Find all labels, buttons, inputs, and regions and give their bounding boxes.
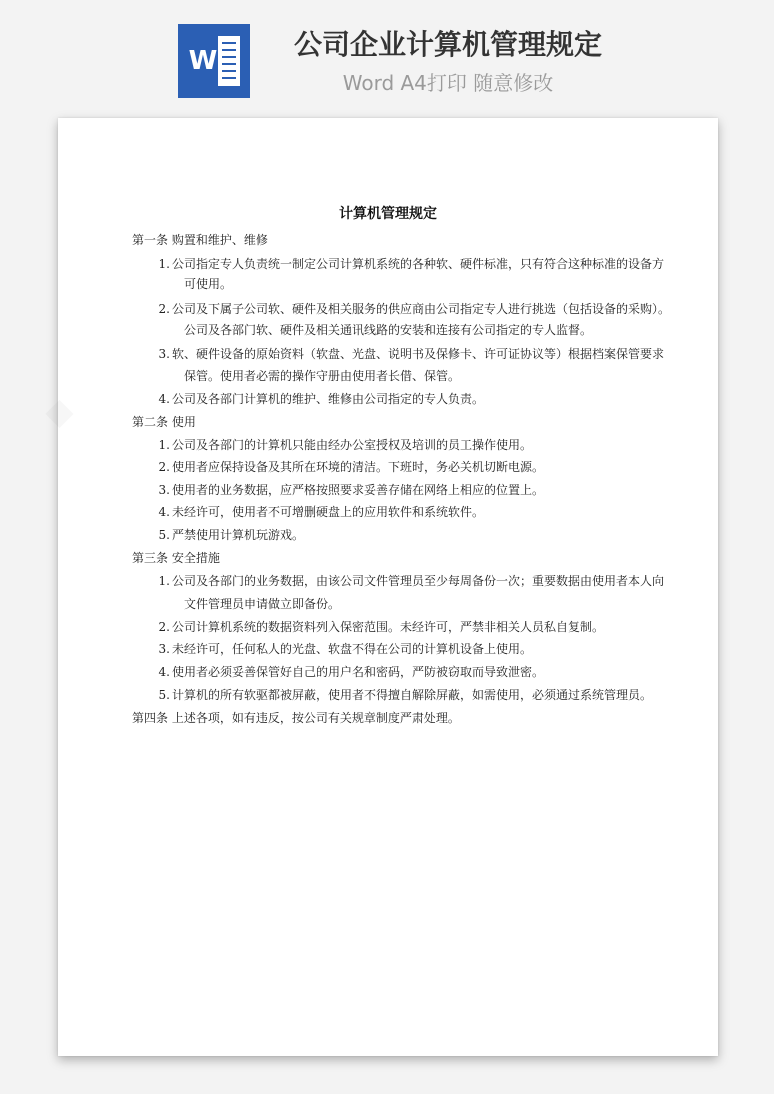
article-2-item-4-text: 未经许可，使用者不可增删硬盘上的应用软件和系统软件。 xyxy=(172,505,485,519)
word-icon xyxy=(178,24,250,98)
article-3-item-3-number: 3. xyxy=(158,642,170,656)
word-icon-letter: W xyxy=(188,46,218,76)
article-1-item-1-text-cont: 可使用。 xyxy=(184,277,233,291)
article-1-item-3-text-cont: 保管。使用者必需的操作守册由使用者长借、保管。 xyxy=(184,369,461,383)
article-3-item-4-text: 使用者必须妥善保管好自己的用户名和密码，严防被窃取而导致泄密。 xyxy=(172,665,545,679)
article-3-item-1-number: 1. xyxy=(158,574,170,588)
article-1-item-1-text: 公司指定专人负责统一制定公司计算机系统的各种软、硬件标准，只有符合这种标准的设备方 xyxy=(172,257,665,271)
article-2-item-2-text: 使用者应保持设备及其所在环境的清洁。下班时，务必关机切断电源。 xyxy=(172,460,545,474)
article-3-heading: 第三条 安全措施 xyxy=(132,551,220,565)
article-2-item-4-number: 4. xyxy=(158,505,170,519)
article-1-heading: 第一条 购置和维护、维修 xyxy=(132,233,268,247)
document-title: 计算机管理规定 xyxy=(339,206,437,222)
article-3-item-5-number: 5. xyxy=(158,688,170,702)
article-1-item-3-text: 软、硬件设备的原始资料（软盘、光盘、说明书及保修卡、许可证协议等）根据档案保管要求 xyxy=(172,347,665,361)
article-2-item-3-text: 使用者的业务数据，应严格按照要求妥善存储在网络上相应的位置上。 xyxy=(172,483,545,497)
banner xyxy=(0,0,774,112)
article-2-item-5-number: 5. xyxy=(158,528,170,542)
article-4-heading: 第四条 上述各项，如有违反，按公司有关规章制度严肃处理。 xyxy=(132,711,460,725)
article-1-item-4-text: 公司及各部门计算机的维护、维修由公司指定的专人负责。 xyxy=(172,392,485,406)
article-2-item-5-text: 严禁使用计算机玩游戏。 xyxy=(172,528,305,542)
article-1-item-4-number: 4. xyxy=(158,392,170,406)
word-icon-sheet xyxy=(218,36,240,86)
article-2-item-1-text: 公司及各部门的计算机只能由经办公室授权及培训的员工操作使用。 xyxy=(172,438,533,452)
article-3-item-1-text-cont: 文件管理员申请做立即备份。 xyxy=(184,597,341,611)
article-3-item-5-text: 计算机的所有软驱都被屏蔽，使用者不得擅自解除屏蔽，如需使用，必须通过系统管理员。 xyxy=(172,688,653,702)
article-1-item-2-text: 公司及下属子公司软、硬件及相关服务的供应商由公司指定专人进行挑选（包括设备的采购）。 xyxy=(172,302,671,316)
article-2-item-1-number: 1. xyxy=(158,438,170,452)
article-1-item-3-number: 3. xyxy=(158,347,170,361)
article-1-item-2-text-cont: 公司及各部门软、硬件及相关通讯线路的安装和连接有公司指定的专人监督。 xyxy=(184,323,593,337)
article-3-item-3-text: 未经许可，任何私人的光盘、软盘不得在公司的计算机设备上使用。 xyxy=(172,642,533,656)
article-3-item-2-number: 2. xyxy=(158,620,170,634)
article-2-heading: 第二条 使用 xyxy=(132,415,196,429)
article-3-item-1-text: 公司及各部门的业务数据，由该公司文件管理员至少每周备份一次；重要数据由使用者本人向 xyxy=(172,574,665,588)
article-3-item-4-number: 4. xyxy=(158,665,170,679)
document-page: ■ 计算机管理规定 第一条 购置和维护、维修 1. 公司指定专人负责统一制定公司计算机系统的各种软、硬件标准，只有符合这种标准的设备方 可使用。 2. 公司及下属子公司软、硬件及相关服务的供应商由公司指定专人进行挑选（包括设备的采购）。 公司及各部门软、硬件及相关通讯线路的安装和连接有公司指定的专人监督。 3. 软、硬件设备的原始资料（软盘、光盘、说明书及保修卡、许可证协议等）根据档案保管要求 保管。使用者必需的操作守册由使用者长借、保管。 4. 公司及各部门计算机的维护、维修由公司指定的专人负责。 第二条 使用 1. 公司及各部门的计算机只能由经办公室授权及培训的员工操作使用。 2. 使用者应保持设备及其所在环境的清洁。下班时，务必关机切断电源。 3. 使用者的业务数据，应严格按照要求妥善存储在网络上相应的位置上。 4. 未经许可，使用者不可增删硬盘上的应用软件和系统软件。 5. 严禁使用计算机玩游戏。 第三条 安全措施 1. 公司及各部门的业务数据，由该公司文件管理员至少每周备份一次；重要数据由使用者本人向 文件管理员申请做立即备份。 2. 公司计算机系统的数据资料列入保密范围。未经许可，严禁非相关人员私自复制。 3. 未经许可，任何私人的光盘、软盘不得在公司的计算机设备上使用。 4. 使用者必须妥善保管好自己的用户名和密码，严防被窃取而导致泄密。 5. 计算机的所有软驱都被屏蔽，使用者不得擅自解除屏蔽，如需使用，必须通过系统管理员。 第四条 上述各项，如有违反，按公司有关规章制度严肃处理。 xyxy=(58,118,718,1056)
article-2-item-2-number: 2. xyxy=(158,460,170,474)
article-3-item-2-text: 公司计算机系统的数据资料列入保密范围。未经许可，严禁非相关人员私自复制。 xyxy=(172,620,605,634)
article-1-item-2-number: 2. xyxy=(158,302,170,316)
banner-subtitle: Word A4打印 随意修改 xyxy=(342,71,554,95)
banner-title: 公司企业计算机管理规定 xyxy=(293,28,602,61)
article-2-item-3-number: 3. xyxy=(158,483,170,497)
article-1-item-1-number: 1. xyxy=(158,257,170,271)
